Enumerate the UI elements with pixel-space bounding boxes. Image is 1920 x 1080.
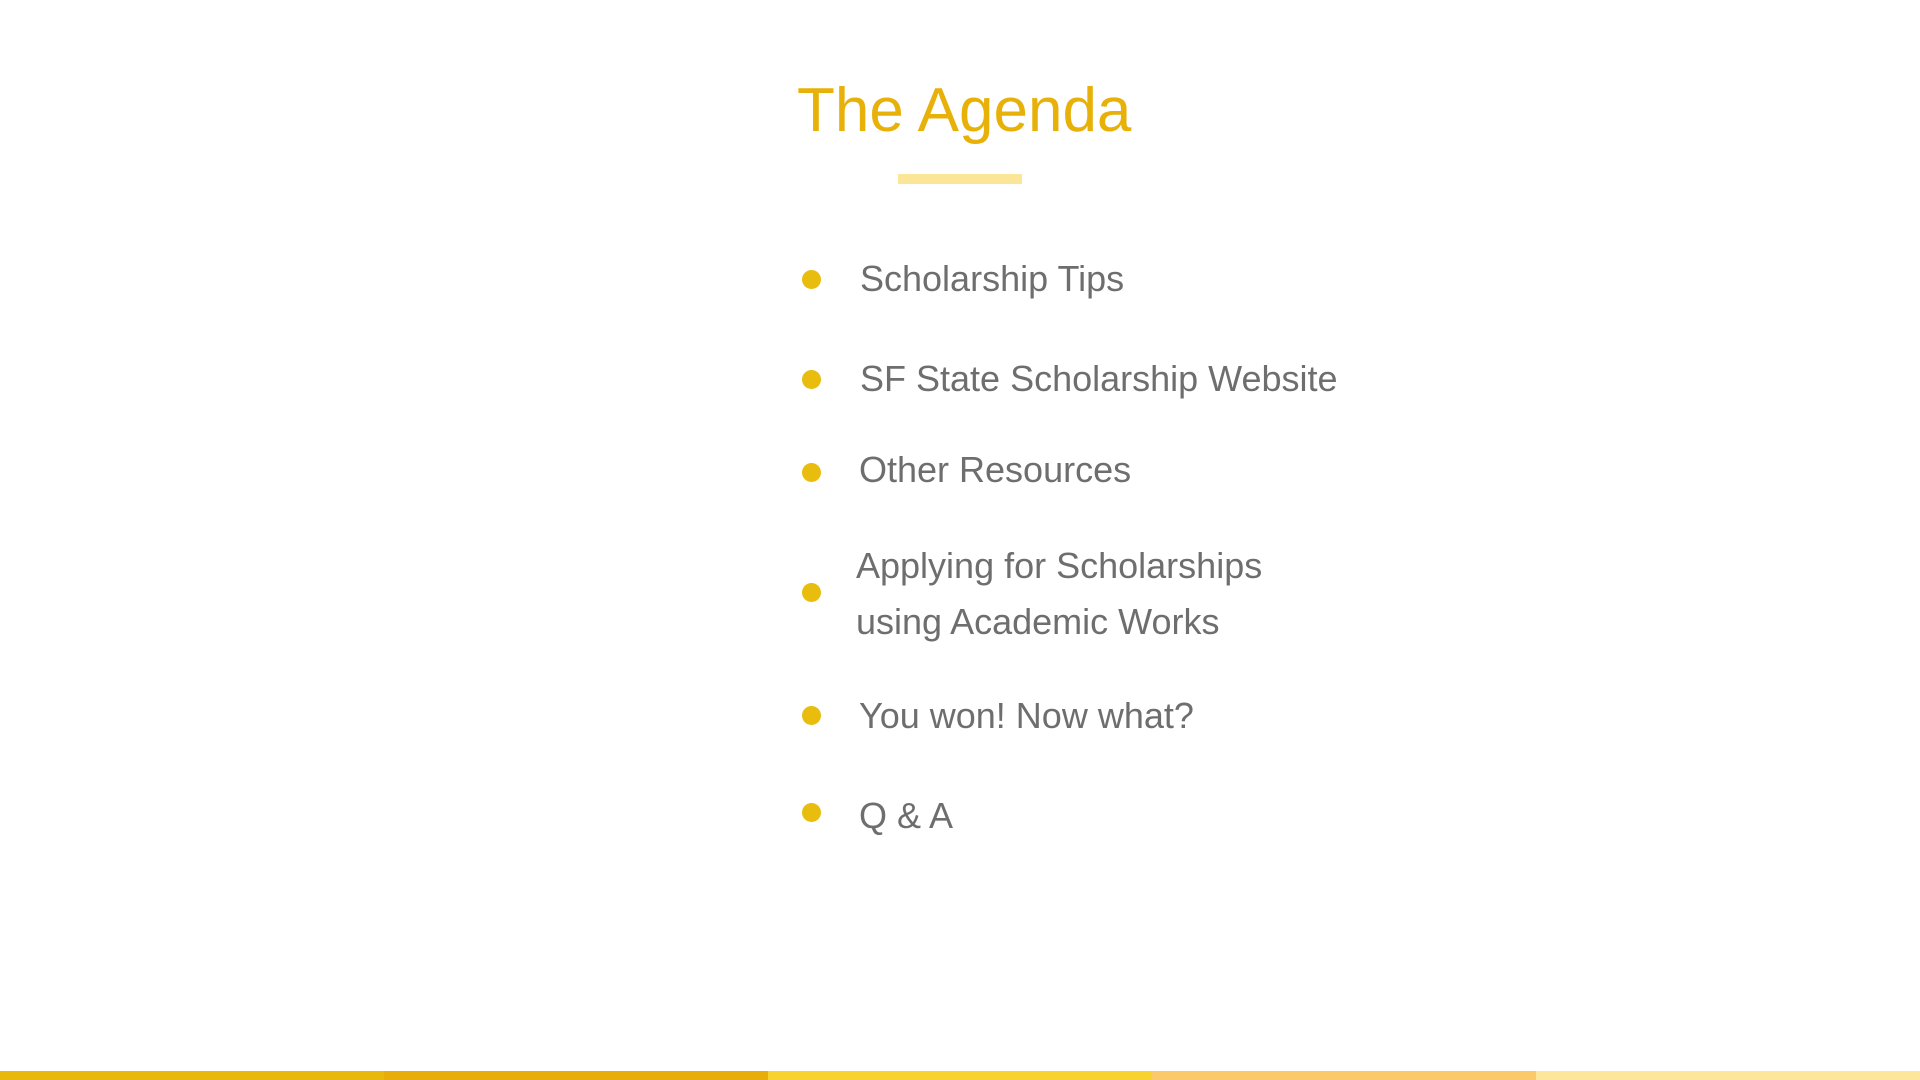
slide-title: The Agenda	[797, 76, 1132, 145]
agenda-item-you-won: You won! Now what?	[859, 695, 1194, 736]
footer-color-bar	[0, 1071, 1920, 1080]
footer-segment-4	[1152, 1071, 1536, 1080]
agenda-item-sf-state-website: SF State Scholarship Website	[860, 358, 1338, 399]
title-underline	[898, 174, 1022, 184]
bullet-icon	[802, 463, 821, 482]
bullet-icon	[802, 270, 821, 289]
footer-segment-3	[768, 1071, 1152, 1080]
footer-segment-1	[0, 1071, 384, 1080]
agenda-item-other-resources: Other Resources	[859, 449, 1132, 490]
bullet-icon	[802, 583, 821, 602]
agenda-item-scholarship-tips: Scholarship Tips	[860, 258, 1125, 299]
agenda-item-applying-line2: using Academic Works	[856, 601, 1220, 642]
footer-segment-2	[384, 1071, 768, 1080]
footer-segment-5	[1536, 1071, 1920, 1080]
bullet-icon	[802, 803, 821, 822]
agenda-item-applying-line1: Applying for Scholarships	[856, 545, 1263, 586]
bullet-icon	[802, 370, 821, 389]
agenda-item-q-and-a: Q & A	[859, 795, 954, 836]
bullet-icon	[802, 706, 821, 725]
